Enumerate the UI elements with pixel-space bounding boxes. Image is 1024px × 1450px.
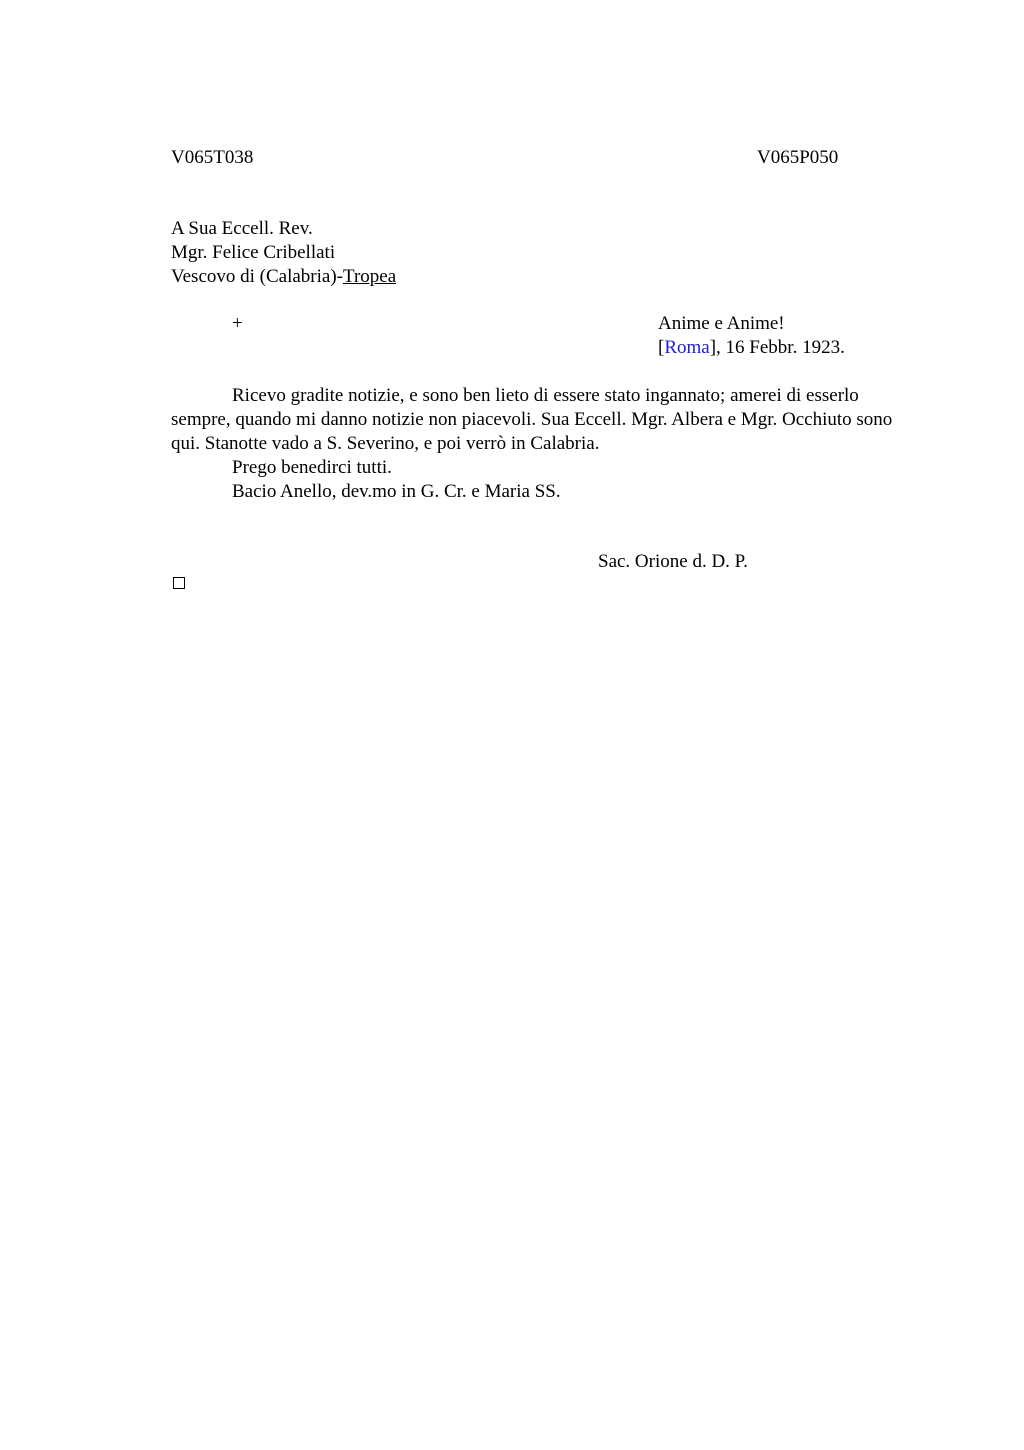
document-code-left: V065T038	[171, 147, 254, 168]
date-open-bracket: [	[658, 337, 665, 358]
empty-square-icon	[173, 577, 185, 589]
body-paragraph: Prego benedirci tutti.	[232, 457, 392, 478]
date-line	[658, 336, 845, 360]
document-code-right: V065P050	[757, 147, 839, 168]
letter-body	[171, 384, 916, 504]
recipient-address	[171, 217, 396, 289]
body-paragraph: Bacio Anello, dev.mo in G. Cr. e Maria SS.	[232, 481, 561, 502]
motto: Anime e Anime!	[658, 313, 785, 334]
date-place-link[interactable]: Roma	[664, 337, 710, 358]
address-line-2: Mgr. Felice Cribellati	[171, 242, 336, 263]
address-line-3-prefix: Vescovo di (Calabria)-	[171, 266, 343, 287]
address-city-underlined: Tropea	[343, 266, 397, 287]
signature: Sac. Orione d. D. P.	[598, 551, 748, 572]
letter-heading	[658, 312, 845, 360]
cross-symbol: +	[232, 313, 243, 334]
address-line-1: A Sua Eccell. Rev.	[171, 218, 313, 239]
date-rest: ], 16 Febbr. 1923.	[709, 337, 845, 358]
body-paragraph: Ricevo gradite notizie, e sono ben lieto di essere stato ingannato; amerei di esserlo sempre, quando mi danno notizie non piacevoli. Sua Eccell. Mgr. Albera e Mgr. Occhiuto sono qui. Stanotte vado a S. Severino, e poi verrò in Calabria.	[171, 385, 893, 454]
address-line-3	[171, 265, 396, 289]
